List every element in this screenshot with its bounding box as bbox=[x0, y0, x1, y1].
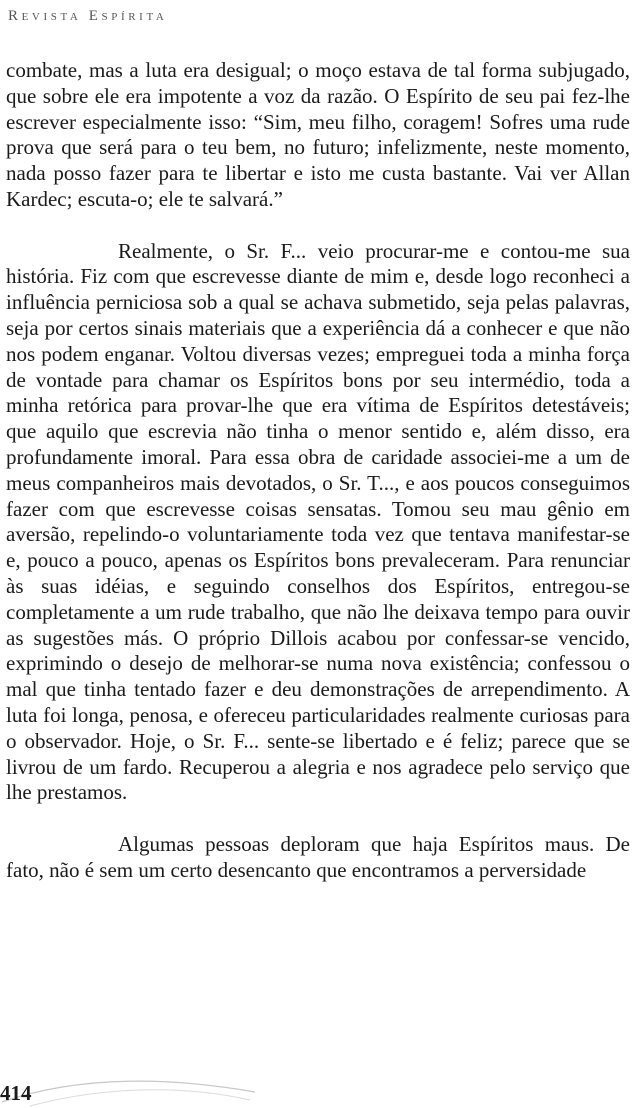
paragraph-3: Algumas pessoas deploram que haja Espíritos maus. De fato, não é sem um certo desencanto que encontramos a perversidade bbox=[6, 831, 630, 882]
paragraph-1: combate, mas a luta era desigual; o moço estava de tal forma subjugado, que sobre ele era impotente a voz da razão. O Espírito de seu pai fez-lhe escrever especialmente isso: “Sim, meu filho, coragem! Sofres uma rude prova que será para o teu bem, no futuro; infelizmente, neste momento, nada posso fazer para te libertar e isto me custa bastante. Vai ver Allan Kardec; escuta-o; ele te salvará.” bbox=[6, 58, 630, 211]
folio-ornament bbox=[0, 1062, 260, 1108]
page-number: 414 bbox=[0, 1081, 32, 1105]
body-text bbox=[6, 58, 630, 884]
paragraph-2: Realmente, o Sr. F... veio procurar-me e contou-me sua história. Fiz com que escrevesse diante de mim e, desde logo reconheci a influência perniciosa sob a qual se achava submetido, seja pelas palavras, seja por certos sinais materiais que a experiência dá a conhecer e que não nos podem enganar. Voltou diversas vezes; empreguei toda a minha força de vontade para chamar os Espíritos bons por seu intermédio, toda a minha retórica para provar-lhe que era vítima de Espíritos detestáveis; que aquilo que escrevia não tinha o menor sentido e, além disso, era profundamente imoral. Para essa obra de caridade associei-me a um de meus companheiros mais devotados, o Sr. T..., e aos poucos conseguimos fazer com que escrevesse coisas sensatas. Tomou seu mau gênio em aversão, repelindo-o voluntariamente toda vez que tentava manifestar-se e, pouco a pouco, apenas os Espíritos bons prevaleceram. Para renunciar às suas idéias, e seguindo conselhos dos Espíritos, entregou-se completamente a um rude trabalho, que não lhe deixava tempo para ouvir as sugestões más. O próprio Dillois acabou por confessar-se vencido, exprimindo o desejo de melhorar-se numa nova existência; confessou o mal que tinha tentado fazer e deu demonstrações de arrependimento. A luta foi longa, penosa, e ofereceu particularidades realmente curiosas para o observador. Hoje, o Sr. F... sente-se libertado e é feliz; parece que se livrou de um fardo. Recuperou a alegria e nos agradece pelo serviço que lhe prestamos. bbox=[6, 238, 630, 805]
running-header: Revista Espírita bbox=[8, 8, 168, 24]
